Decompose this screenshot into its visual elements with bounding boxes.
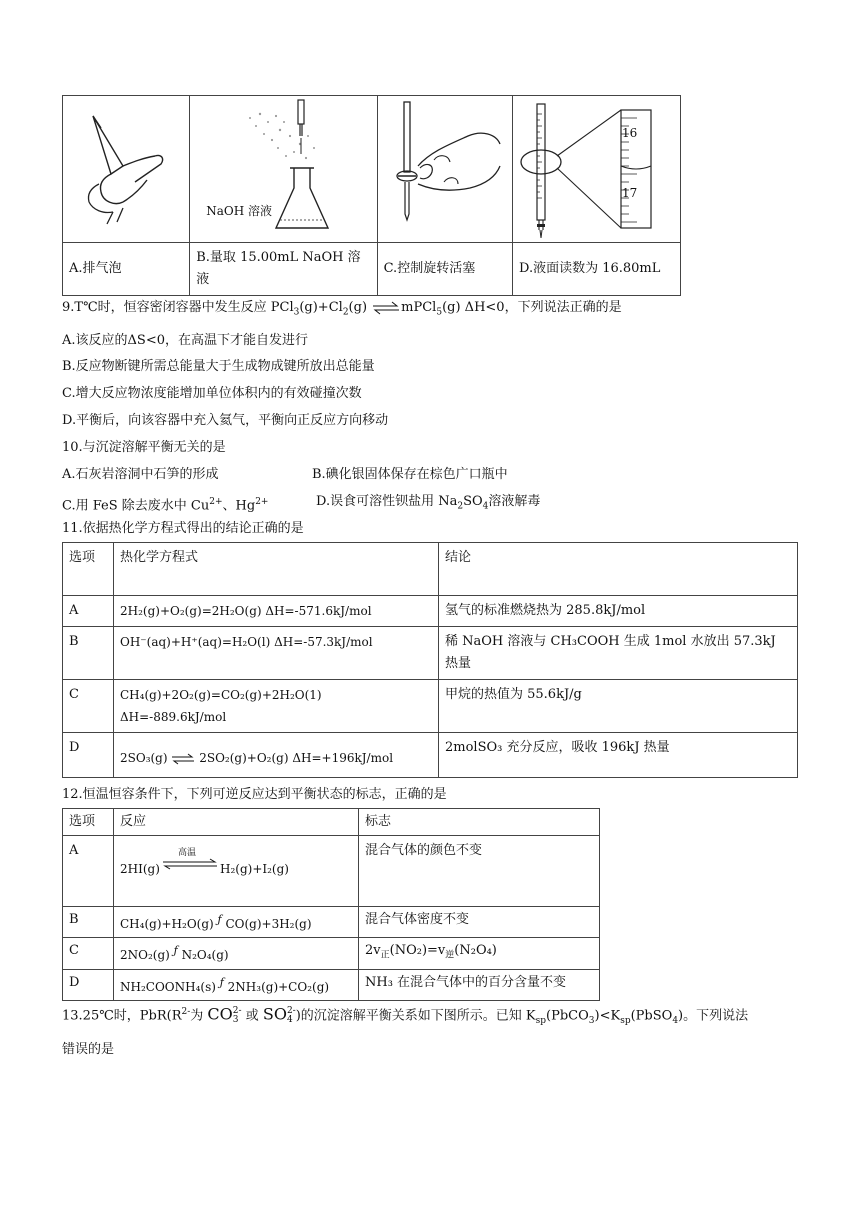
q9-stem: 9.T℃时，恒容密闭容器中发生反应 $PCl_3(g)+Cl_2(g)$ mPCl$_5$(g) ΔH<0，下列说法正确的是 (62, 300, 622, 318)
fig-c-cell (377, 96, 512, 243)
q11-table (62, 542, 798, 778)
table-row: B CH₄(g)+H₂O(g) ƒ CO(g)+3H₂(g) 混合气体密度不变 (63, 907, 600, 938)
q11-header-option: 选项 (63, 543, 114, 596)
q10-option-d: D.误食可溶性钡盐用 $Na_2SO_4$溶液解毒 (316, 494, 541, 512)
q9-option-b: B.反应物断键所需总能量大于生成物成键所放出总能量 (62, 359, 375, 374)
q10-option-b: B.碘化银固体保存在棕色广口瓶中 (312, 467, 508, 482)
q10-option-a: A.石灰岩溶洞中石笋的形成 (62, 467, 219, 482)
table-row: A 高温 2HI(g) H₂(g)+I₂(g) 混合气体的颜色不变 (63, 836, 600, 907)
scale-17-label: 17 (621, 186, 638, 200)
q9-option-c: C.增大反应物浓度能增加单位体积内的有效碰撞次数 (62, 386, 362, 401)
fig-b-cell (190, 96, 377, 243)
q11-stem: 11.依据热化学方程式得出的结论正确的是 (62, 521, 304, 536)
q10-stem: 10.与沉淀溶解平衡无关的是 (62, 440, 226, 455)
fig-a-cell (63, 96, 190, 243)
stopcock-hand-icon (378, 96, 510, 242)
naoh-label: NaOH 溶液 (206, 204, 273, 218)
q12-header-mark: 标志 (359, 809, 600, 836)
burette-scale-icon (513, 96, 677, 242)
q11-header-equation: 热化学方程式 (114, 543, 439, 596)
q13-stem-line2: 错误的是 (62, 1042, 115, 1057)
q12-stem: 12.恒温恒容条件下，下列可逆反应达到平衡状态的标志，正确的是 (62, 787, 447, 802)
hand-burette-tip-icon (63, 96, 187, 242)
table-row: B OH⁻(aq)+H⁺(aq)=H₂O(l) ΔH=-57.3kJ/mol 稀 NaOH 溶液与 CH₃COOH 生成 1mol 水放出 57.3kJ 热量 (63, 627, 798, 680)
caption-b: B.量取 15.00mL NaOH 溶液 (190, 243, 377, 296)
caption-c: C.控制旋转活塞 (377, 243, 512, 296)
q9-option-a: A.该反应的ΔS<0，在高温下才能自发进行 (62, 333, 308, 348)
fig-d-cell (512, 96, 680, 243)
q8-figure-table (62, 95, 681, 296)
q12-header-reaction: 反应 (114, 809, 359, 836)
table-row: C 2NO₂(g) ƒ N₂O₄(g) $2v_正(NO_2)=v_逆(N_2O_4)$ (63, 938, 600, 970)
equilibrium-arrow-icon (162, 858, 218, 870)
table-row: D 2SO₃(g) 2SO₂(g)+O₂(g) ΔH=+196kJ/mol 2molSO₃ 充分反应，吸收 196kJ 热量 (63, 733, 798, 778)
table-row: C CH₄(g)+2O₂(g)=CO₂(g)+2H₂O(1) ΔH=-889.6kJ/mol 甲烷的热值为 55.6kJ/g (63, 680, 798, 733)
q11-header-conclusion: 结论 (439, 543, 798, 596)
q13-stem: 13.25℃时，$PbR(R^{2-}$为 CO 2- 3 或 SO 2- 4 )的沉淀溶解平衡关系如下图所示。已知 $K_{sp}(PbCO_3)<K_{sp}(PbSO_4)$。下列说法 (62, 1004, 749, 1026)
q12-table (62, 808, 600, 1001)
caption-d: D.液面读数为 16.80mL (512, 243, 680, 296)
caption-a: A.排气泡 (63, 243, 190, 296)
q12-header-option: 选项 (63, 809, 114, 836)
table-row: D NH₂COONH₄(s) ƒ 2NH₃(g)+CO₂(g) NH₃ 在混合气体中的百分含量不变 (63, 969, 600, 1000)
scale-16-label: 16 (621, 126, 638, 140)
equilibrium-arrow-icon (171, 753, 195, 765)
q10-option-c: C.用 FeS 除去废水中 $Cu^{2+}$、$Hg^{2+}$ (62, 497, 269, 514)
q9-option-d: D.平衡后，向该容器中充入氦气，平衡向正反应方向移动 (62, 413, 389, 428)
table-row: A 2H₂(g)+O₂(g)=2H₂O(g) ΔH=-571.6kJ/mol 氢气的标准燃烧热为 285.8kJ/mol (63, 596, 798, 627)
equilibrium-arrow-icon (371, 301, 401, 315)
